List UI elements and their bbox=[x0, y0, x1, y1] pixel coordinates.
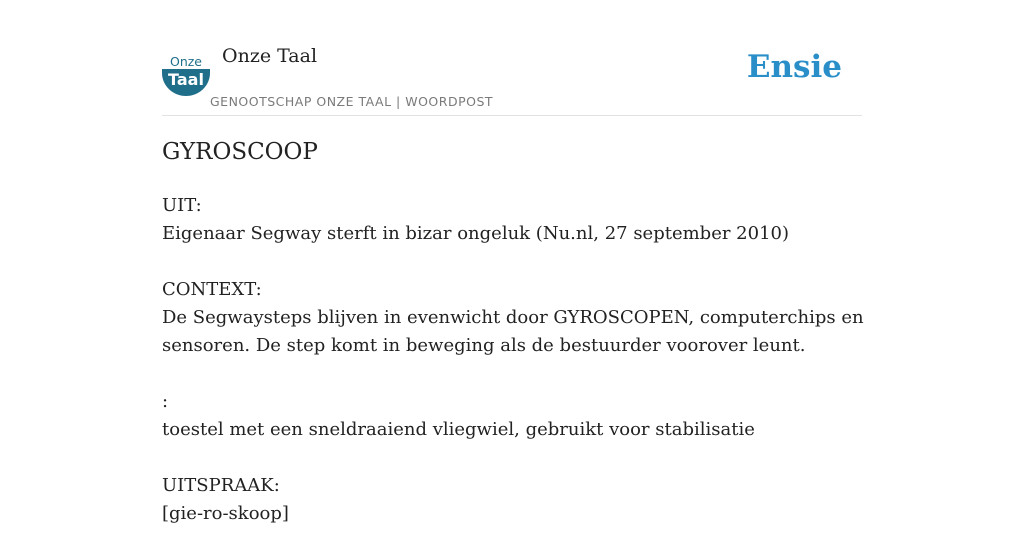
section-label: CONTEXT: bbox=[162, 279, 262, 300]
section-text: De Segwaysteps blijven in evenwicht door GYROSCOPEN, computerchips en bbox=[162, 307, 864, 328]
logo-text-onze-visible: Onze bbox=[169, 54, 203, 69]
page-title: GYROSCOOP bbox=[162, 139, 318, 165]
section-context bbox=[162, 276, 862, 360]
onze-taal-logo[interactable] bbox=[162, 54, 210, 96]
section-label: UIT: bbox=[162, 195, 202, 216]
logo-text-taal: Taal bbox=[168, 70, 204, 89]
section-uit bbox=[162, 192, 862, 248]
section-label: UITSPRAAK: bbox=[162, 475, 280, 496]
site-header bbox=[162, 0, 862, 116]
section-text: sensoren. De step komt in beweging als de bestuurder voorover leunt. bbox=[162, 335, 806, 356]
site-subtitle[interactable]: GENOOTSCHAP ONZE TAAL | WOORDPOST bbox=[210, 94, 494, 109]
section-text: toestel met een sneldraaiend vliegwiel, gebruikt voor stabilisatie bbox=[162, 419, 755, 440]
section-label: : bbox=[162, 391, 169, 412]
article-body bbox=[162, 192, 862, 556]
section-text: Eigenaar Segway sterft in bizar ongeluk (Nu.nl, 27 september 2010) bbox=[162, 223, 790, 244]
site-name[interactable]: Onze Taal bbox=[222, 45, 318, 67]
section-uitspraak bbox=[162, 472, 862, 528]
section-text: [gie-ro-skoop] bbox=[162, 503, 289, 524]
ensie-brand-link[interactable]: Ensie bbox=[746, 49, 842, 85]
section-definition bbox=[162, 388, 862, 444]
